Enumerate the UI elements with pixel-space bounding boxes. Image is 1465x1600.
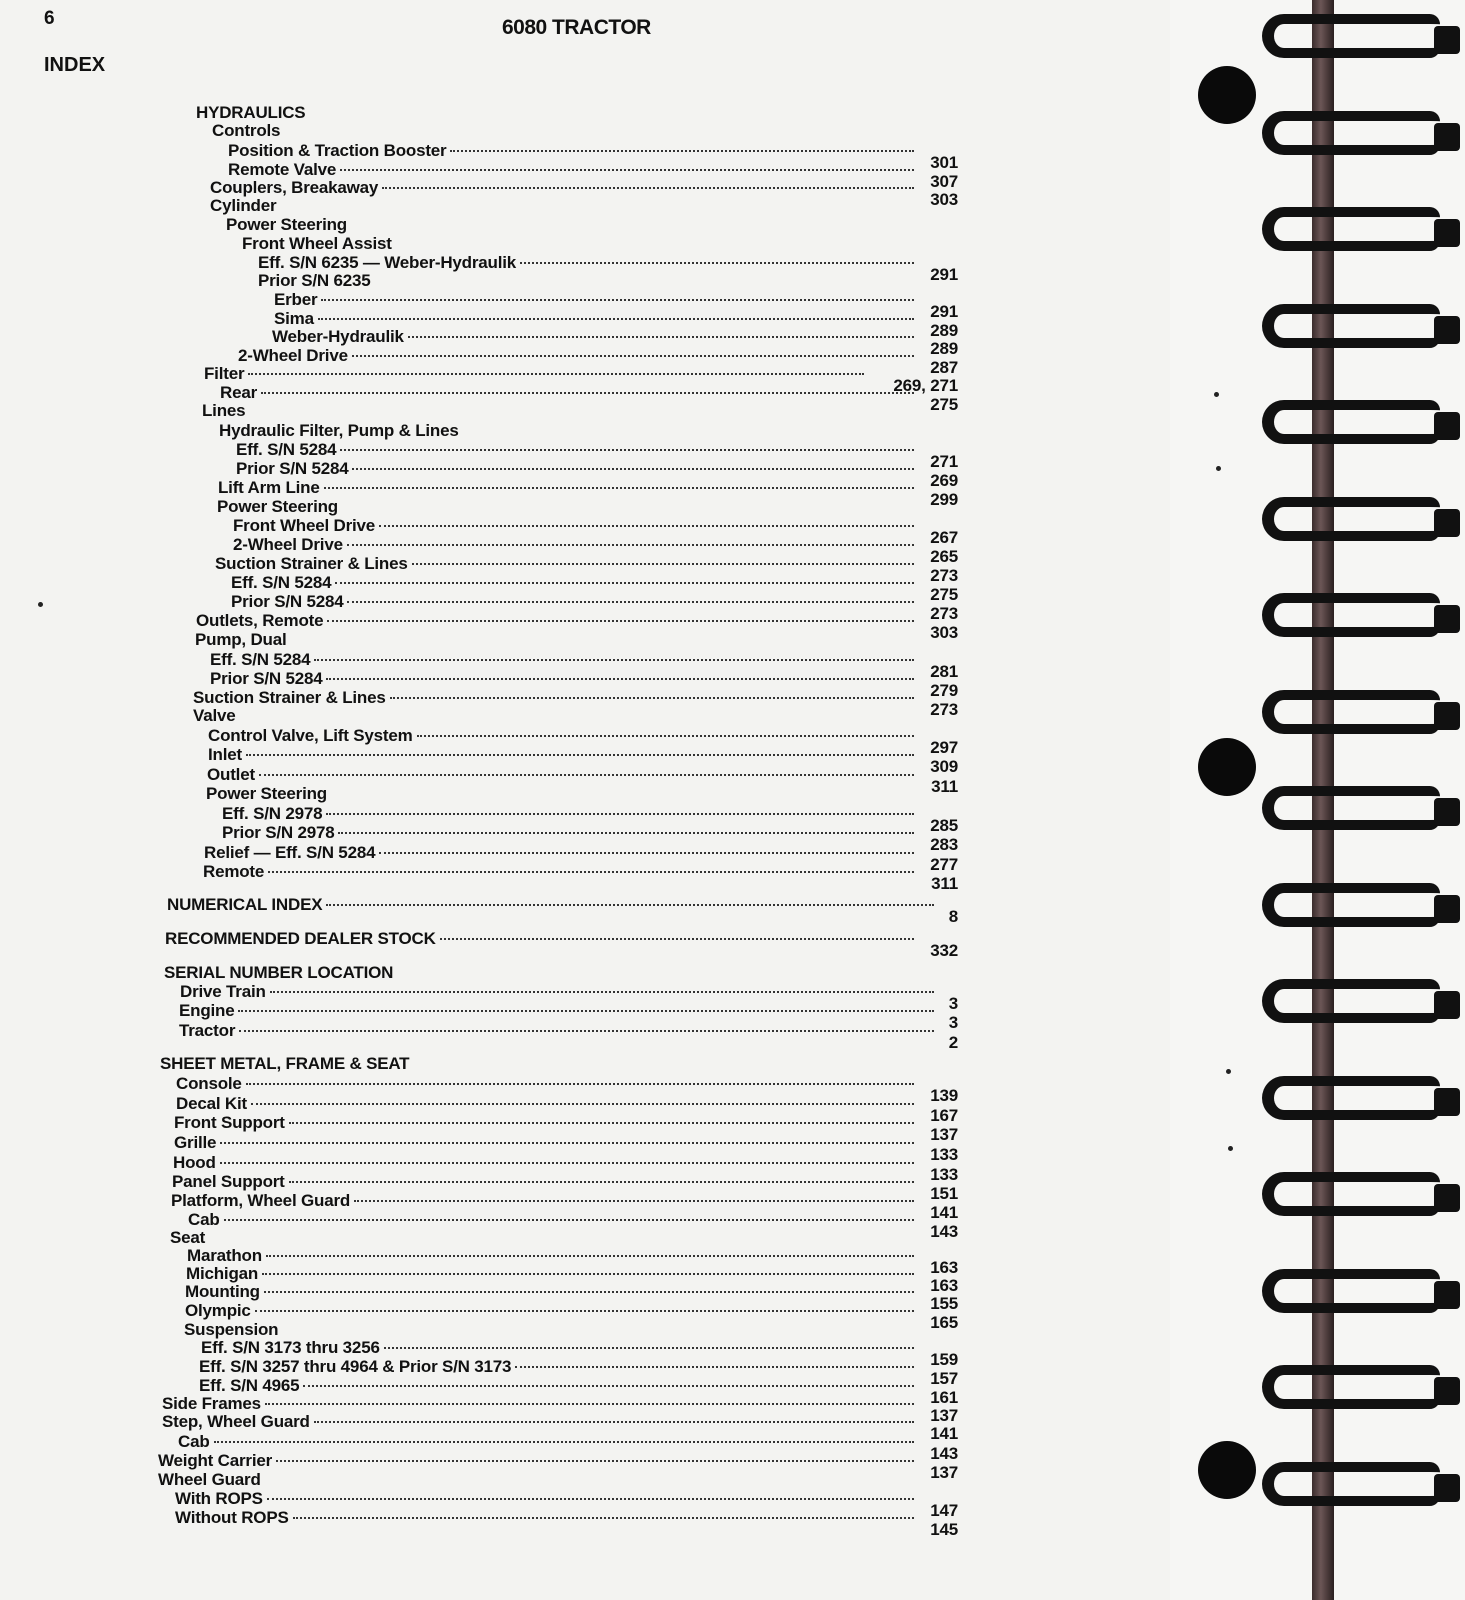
entry-label: 2-Wheel Drive [238,346,348,365]
entry-label: Grille [174,1133,217,1152]
index-entry [158,1470,958,1490]
index-entry [170,1228,958,1248]
index-entry [175,1508,958,1539]
dot-leader [379,852,914,854]
dot-leader [340,449,914,451]
entry-label: Front Wheel Assist [242,234,392,253]
dot-leader [268,871,914,873]
paper-speck [1216,466,1221,471]
dot-leader [347,601,914,603]
entry-label: Cab [178,1432,210,1451]
entry-page: 281 [930,662,958,681]
index-entry [217,497,958,517]
entry-label: Step, Wheel Guard [162,1412,310,1431]
binding-coil [1262,400,1440,444]
index-entry [165,929,958,960]
paper-speck [38,602,43,607]
entry-label: Weight Carrier [158,1451,273,1470]
section-title: INDEX [44,54,106,76]
dot-leader [289,1181,914,1183]
entry-label: Couplers, Breakaway [210,178,379,197]
dot-leader [246,754,914,756]
binding-coil [1262,207,1440,251]
dot-leader [327,620,914,622]
dot-leader [450,150,914,152]
entry-page: 163 [930,1276,958,1295]
entry-page: 269, 271 [893,376,958,395]
entry-label: Panel Support [172,1172,285,1191]
entry-page: 291 [930,302,958,321]
entry-label: Suction Strainer & Lines [215,554,408,573]
dot-leader [417,735,914,737]
entry-label: Seat [170,1228,206,1247]
entry-label: Suspension [184,1320,279,1339]
entry-page: 137 [930,1125,958,1144]
dot-leader [440,938,914,940]
entry-label: With ROPS [175,1489,263,1508]
dot-leader [214,1441,914,1443]
entry-page: 311 [931,874,958,893]
entry-label: Lift Arm Line [218,478,320,497]
entry-label: SHEET METAL, FRAME & SEAT [160,1054,410,1073]
index-entry [196,103,958,123]
entry-page: 291 [930,265,958,284]
entry-label: Sima [274,309,314,328]
entry-page: 289 [930,339,958,358]
entry-label: Power Steering [206,784,327,803]
entry-page: 163 [930,1258,958,1277]
entry-page: 159 [930,1350,958,1369]
binding-coil [1262,690,1440,734]
dot-leader [520,262,914,264]
entry-page: 147 [930,1501,958,1520]
entry-label: Remote [203,862,265,881]
entry-page: 165 [930,1313,958,1332]
entry-page: 3 [948,994,958,1013]
entry-page: 137 [930,1406,958,1425]
dot-leader [220,1162,914,1164]
entry-page: 275 [930,395,958,414]
dot-leader [262,1273,914,1275]
punch-hole [1198,66,1256,124]
entry-label: Filter [204,364,245,383]
entry-label: Relief — Eff. S/N 5284 [204,843,376,862]
dot-leader [265,1403,914,1405]
entry-page: 309 [930,757,958,776]
punch-hole [1198,1441,1256,1499]
index-entry [195,630,958,650]
dot-leader [326,813,914,815]
entry-page: 143 [930,1222,958,1241]
paper-speck [1226,1069,1231,1074]
entry-label: Eff. S/N 6235 — Weber-Hydraulik [258,253,517,272]
dot-leader [303,1385,914,1387]
entry-label: Suction Strainer & Lines [193,688,386,707]
entry-page: 271 [930,452,958,471]
entry-label: Side Frames [162,1394,261,1413]
entry-label: Lines [202,401,246,420]
index-entry [188,1210,958,1241]
index-entry [179,1021,958,1052]
dot-leader [293,1517,914,1519]
entry-page: 311 [931,777,958,796]
page-number: 6 [44,8,55,29]
entry-page: 139 [930,1086,958,1105]
entry-label: Weber-Hydraulik [272,327,404,346]
index-entry [160,1054,958,1074]
entry-label: Eff. S/N 5284 [231,573,332,592]
dot-leader [382,187,914,189]
entry-page: 265 [930,547,958,566]
entry-page: 287 [930,358,958,377]
index-entry [210,196,958,216]
entry-label: Marathon [187,1246,262,1265]
dot-leader [261,392,914,394]
entry-label: Eff. S/N 5284 [236,440,337,459]
entry-label: NUMERICAL INDEX [167,895,323,914]
dot-leader [338,832,914,834]
binding-coil [1262,304,1440,348]
entry-page: 307 [930,172,958,191]
index-entry [242,234,958,254]
entry-label: Olympic [185,1301,251,1320]
entry-label: Rear [220,383,258,402]
entry-page: 145 [930,1520,958,1539]
entry-label: Control Valve, Lift System [208,726,413,745]
dot-leader [335,582,914,584]
entry-label: SERIAL NUMBER LOCATION [164,963,394,982]
entry-label: Console [176,1074,242,1093]
entry-label: Erber [274,290,318,309]
entry-label: Valve [193,706,236,725]
dot-leader [324,487,914,489]
binding-coil [1262,14,1440,58]
binding-coil [1262,1172,1440,1216]
entry-page: 269 [930,471,958,490]
dot-leader [255,1310,914,1312]
entry-page: 8 [948,907,958,926]
dot-leader [354,1200,914,1202]
dot-leader [270,991,934,993]
entry-label: Pump, Dual [195,630,287,649]
dot-leader [264,1291,914,1293]
dot-leader [347,544,914,546]
dot-leader [220,1142,914,1144]
dot-leader [314,1421,914,1423]
dot-leader [267,1498,914,1500]
binding-coil [1262,1462,1440,1506]
binding-coil [1262,593,1440,637]
entry-label: Prior S/N 5284 [236,459,349,478]
binding-coil [1262,883,1440,927]
dot-leader [340,169,914,171]
entry-page: 167 [930,1106,958,1125]
entry-page: 289 [930,321,958,340]
entry-label: Tractor [179,1021,236,1040]
entry-label: Inlet [208,745,242,764]
dot-leader [352,468,914,470]
paper-speck [1228,1146,1233,1151]
entry-page: 299 [930,490,958,509]
dot-leader [412,563,914,565]
punch-hole [1198,738,1256,796]
entry-label: Position & Traction Booster [228,141,447,160]
index-entry [272,327,958,358]
entry-label: HYDRAULICS [196,103,306,122]
entry-label: Front Support [174,1113,285,1132]
index-entry [184,1320,958,1340]
entry-page: 157 [930,1369,958,1388]
dot-leader [326,678,914,680]
page-title: 6080 TRACTOR [502,16,651,39]
dot-leader [384,1347,914,1349]
index-entry [238,346,958,377]
entry-page: 133 [930,1165,958,1184]
index-entry [231,592,958,623]
entry-page: 283 [930,835,958,854]
index-entry [258,271,958,291]
dot-leader [390,697,914,699]
entry-page: 3 [948,1013,958,1032]
dot-leader [515,1366,914,1368]
entry-label: Eff. S/N 4965 [199,1376,300,1395]
binding-coil [1262,1365,1440,1409]
entry-label: 2-Wheel Drive [233,535,343,554]
dot-leader [408,336,914,338]
entry-label: Prior S/N 6235 [258,271,371,290]
entry-label: Cab [188,1210,220,1229]
index-entry [164,963,958,983]
entry-page: 277 [930,855,958,874]
entry-page: 285 [930,816,958,835]
binding-coil [1262,1269,1440,1313]
entry-label: Prior S/N 2978 [222,823,335,842]
dot-leader [326,904,934,906]
entry-page: 273 [930,604,958,623]
index-entry [206,784,958,804]
binding-coil [1262,497,1440,541]
entry-page: 303 [930,190,958,209]
dot-leader [318,318,914,320]
entry-page: 151 [930,1184,958,1203]
binding-coil [1262,111,1440,155]
dot-leader [266,1255,914,1257]
dot-leader [289,1122,914,1124]
dot-leader [379,525,914,527]
entry-label: Drive Train [180,982,266,1001]
entry-label: Controls [212,121,281,140]
dot-leader [251,1103,914,1105]
entry-page: 267 [930,528,958,547]
entry-label: Platform, Wheel Guard [171,1191,351,1210]
dot-leader [321,299,914,301]
entry-label: Cylinder [210,196,277,215]
entry-label: Without ROPS [175,1508,289,1527]
entry-page: 279 [930,681,958,700]
index-entry [203,862,958,893]
dot-leader [248,373,864,375]
dot-leader [259,774,914,776]
index-entry [220,383,958,414]
paper-speck [1214,392,1219,397]
entry-label: Prior S/N 5284 [231,592,344,611]
entry-label: Hydraulic Filter, Pump & Lines [219,421,459,440]
entry-label: Eff. S/N 5284 [210,650,311,669]
binding-coil [1262,1076,1440,1120]
dot-leader [246,1083,914,1085]
entry-label: Decal Kit [176,1094,247,1113]
dot-leader [276,1460,914,1462]
entry-label: Eff. S/N 3173 thru 3256 [201,1338,380,1357]
entry-page: 161 [930,1388,958,1407]
dot-leader [238,1010,934,1012]
entry-page: 133 [930,1145,958,1164]
entry-page: 303 [930,623,958,642]
index-entry [193,706,958,726]
entry-label: Wheel Guard [158,1470,261,1489]
entry-page: 301 [930,153,958,172]
entry-page: 137 [930,1463,958,1482]
entry-label: Front Wheel Drive [233,516,376,535]
entry-label: Eff. S/N 2978 [222,804,323,823]
entry-page: 2 [948,1033,958,1052]
entry-label: Eff. S/N 3257 thru 4964 & Prior S/N 3173 [199,1357,512,1376]
entry-page: 143 [930,1444,958,1463]
entry-label: Outlets, Remote [196,611,324,630]
dot-leader [314,659,914,661]
index-entry [167,895,958,926]
entry-label: Hood [173,1153,216,1172]
entry-page: 273 [930,566,958,585]
binding-coil [1262,786,1440,830]
entry-label: RECOMMENDED DEALER STOCK [165,929,436,948]
entry-page: 275 [930,585,958,604]
index-entry [212,121,958,141]
index-entry [199,1376,958,1407]
entry-label: Remote Valve [228,160,337,179]
entry-page: 297 [930,738,958,757]
dot-leader [239,1030,934,1032]
entry-label: Outlet [207,765,255,784]
index-entry [219,421,958,441]
entry-label: Power Steering [226,215,347,234]
dot-leader [224,1219,914,1221]
binding-coil [1262,979,1440,1023]
entry-page: 273 [930,700,958,719]
entry-label: Power Steering [217,497,338,516]
index-entry [226,215,958,235]
entry-page: 141 [930,1203,958,1222]
entry-page: 141 [930,1424,958,1443]
entry-page: 332 [930,941,958,960]
entry-label: Prior S/N 5284 [210,669,323,688]
entry-label: Michigan [186,1264,259,1283]
index-entry [202,401,958,421]
entry-label: Mounting [185,1282,260,1301]
dot-leader [352,355,914,357]
entry-label: Engine [179,1001,235,1020]
entry-page: 155 [930,1294,958,1313]
